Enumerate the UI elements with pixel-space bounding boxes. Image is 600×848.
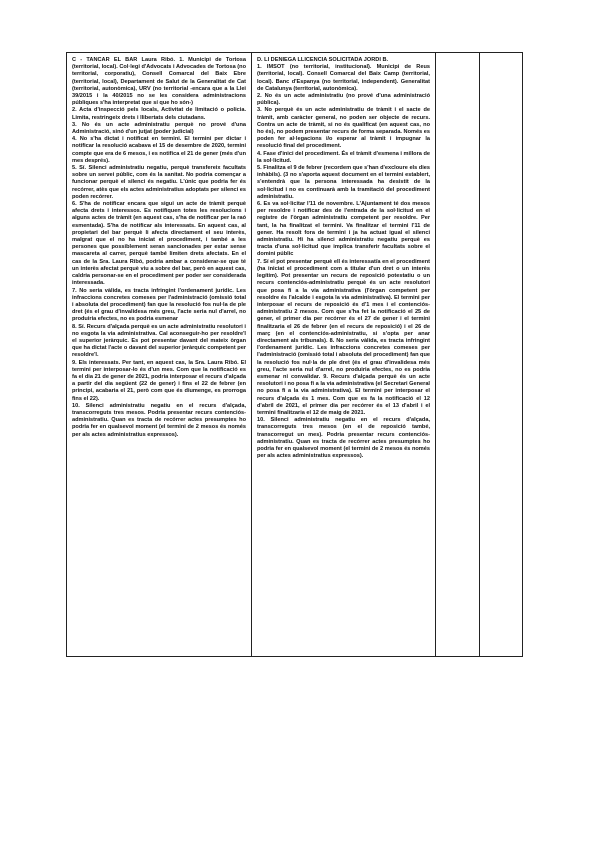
case-d-answer-4: 4. Fase d'inici del procediment. És el tràmit d'esmena i millora de la sol·licitud.	[257, 150, 430, 164]
case-d-heading: D. LI DENIEGA LLICENCIA SOLICITADA JORDI B.	[257, 57, 389, 63]
column-case-d	[252, 53, 436, 656]
case-c-answer-5: 5. Sí. Silenci administratiu negatiu, perquè transfereix facultats sobre un servei públic, com és la sanitat. No podria començar a funcionar perquè el silenci és negatiu. L'únic que podria fer és recórrer, atès que els actes administratius adoptats per silenci es poden recórrer.	[72, 165, 246, 200]
case-d-answer-7: 7. Sí el pot presentar perquè ell és interessat/a en el procediment (ha iniciat el procediment com a titular d'un dret o un interès legítim). Pot presentar un recurs de reposició potestatiu o un recurs contenciós-administratiu perquè és un acte resolutori que posa fi a la via administrativa (l'òrgan competent per resoldre és l'alcalde i esgota la via administrativa). El termini per interposar el recurs de reposició és d'1 mes i el contenciós-administratiu 2 mesos. Com que s'ha fet la notificació el 25 de gener, el primer dia per recórrer és el 27 de gener i el termini finalitzaria el 26 de febrer (en el recurs de reposició) i el 26 de març (en el contenciós-administratiu, si s'opta per anar directament als tribunals). 8. No seria vàlida, es tracta infringint l'ordenament jurídic. Les infraccions concretes comeses per l'administració (omissió total i absoluta del procediment) fan que la resolució fos nul·la de ple dret (és el grau d'invalidesa més greu, l'acte seria nul d'arrel, no produiria efectes, no es podria esmenar ni convalidar. 9. Recurs d'alçada perquè és un acte resolutori i no posa fi a la via administrativa (el Secretari General no posa fi a la via administrativa). El termini per interposar el recurs d'alçada és 1 mes. Com que es fa la notificació el 12 d'abril de 2021, el primer dia per recórrer és el 13 d'abril i el termini finalitzaria el 12 de maig de 2021.	[257, 258, 430, 416]
empty-column-3	[436, 53, 480, 656]
case-c-answer-2: 2. Acta d'inspecció pels locals, Activitat de limitació o policia. Limita, restringeix drets i llibertats dels ciutadans.	[72, 107, 246, 121]
case-c-answer-7: 7. No seria vàlida, es tracta infringint l'ordenament jurídic. Les infraccions concretes comeses per l'administració (omissió total i absoluta del procediment) fan que la resolució fos nul·la de ple dret (és el grau d'invalidesa més greu, l'acte seria nul d'arrel, no produiria efectes, no es podria esmenar	[72, 287, 246, 323]
case-c-answer-9: 9. Els interessats. Per tant, en aquest cas, la Sra. Laura Ribó. El termini per interposar-lo és d'un mes. Com que la notificació es fa el dia 21 de gener de 2021, podria interposar el recurs d'alçada a partir del dia següent (22 de gener) i fins el 22 de febrer (en principi, acabaria el 21, però com que és diumenge, es prorroga fins el 22).	[72, 359, 246, 402]
case-d-answer-1: 1. IMSOT (no territorial, institucional). Municipi de Reus (territorial, local). Consell Comarcal del Baix Camp (territorial, local). Banc d'Espanya (no territorial, independent). Generalitat de Catalunya (territorial, autonòmica).	[257, 64, 430, 92]
case-c-text	[72, 57, 246, 107]
case-c-answer-1: Laura Ribó. 1. Municipi de Tortosa (territorial, local). Col·legi d'Advocats i Advocades de Tortosa (no territorial, corporatiu), Consell Comarcal del Baix Ebre (territorial, local), Departament de Salut de la Generalitat de Cat (territorial, autonòmica), URV (no territorial -encara que a la Llei 39/2015 i la 40/2015 no se les considera administracions públiques s'ha interpretat que sí que ho són-)	[72, 57, 246, 107]
case-d-answer-5: 5. Finalitza el 9 de febrer (recordem que s'han d'excloure els dies inhàbils). (3 no s'aporta aquest document en el termini establert, s'entendrà que la persona interessada ha desistit de la sol·licitud i no es continuarà amb la tramitació del procediment administratiu.	[257, 165, 430, 200]
answers-table	[66, 52, 523, 657]
case-c-answer-10: 10. Silenci administratiu negatiu en el recurs d'alçada, transcorreguts tres mesos. Podria presentar recurs contenciós-administratiu. Quan es tracta de recórrer actes presumptes ho podria fer en qualsevol moment (el termini de 2 mesos és només per als actes administratius expressos).	[72, 402, 246, 438]
case-c-answer-6: 6. S'ha de notificar encara que sigui un acte de tràmit perquè afecta drets i interessos. Es notifiquen totes les resolucions i alguns actes de tràmit (en aquest cas, s'ha de notificar per la raó esmentada). S'ha de notificar als interessats. En aquest cas, al propietari del bar perquè li afecta directament el seu interès, malgrat que el no ha iniciat el procediment, i també a les persones que possiblement seran sancionades per estar sense mascareta al carrer, perquè també limiten drets afectats. En el cas de la Sra. Laura Ribó, podria ambar a considerar-se que té un interès afectat perquè viu a sobre del bar, però en aquest cas, caldria personar-se en el procediment per poder ser considerada interessada.	[72, 201, 246, 287]
case-c-heading: C - TANCAR EL BAR	[72, 57, 138, 63]
case-c-answer-4: 4. No s'ha dictat i notificat en termini. El termini per dictar i notificar la resolució acabava el 15 de desembre de 2020, termini compte que era de 6 mesos, i es notifica el 21 de gener (més d'un mes després).	[72, 136, 246, 164]
column-case-c	[67, 53, 252, 656]
case-d-answer-6: 6. Es va sol·licitar l'11 de novembre. L'Ajuntament té dos mesos per resoldre i notificar des de l'entrada de la sol·licitud en el registre de l'òrgan administratiu competent per resoldre. Per tant, la ha finalitzat el termini. Va finalitzar el termini l'11 de gener. Ha resolt fora de termini i ja ha actuat igual el silenci administratiu. Hi ha silenci administratiu negatiu perquè es tracta d'una sol·licitud que implica transferir facultats sobre el domini públic	[257, 201, 430, 258]
case-c-answer-8: 8. Sí. Recurs d'alçada perquè es un acte administratiu resolutori i no esgota la via administrativa. Cal aconseguir-ho per resoldre'l el superior jeràrquic. Es pot presentar davant del mateix òrgan que ha dictat l'acte o davant del superior jeràrquic competent per resoldre'l.	[72, 323, 246, 359]
case-c-answer-3: 3. No és un acte administratiu perquè no prové d'una Administració, sinó d'un jutjat (poder judicial)	[72, 121, 246, 136]
case-d-answer-3: 3. No perquè és un acte administratiu de tràmit i el sacte de tràmit, amb caràcter general, no poden ser objecte de recurs. Contra un acte de tràmit, si no és qualificat (en aquest cas, no ho és), no podem presentar recurs de forma separada. Només es poden fer al·legacions i/o esperar al tràmit i impugnar la resolució final del procediment.	[257, 107, 430, 150]
empty-column-4	[480, 53, 522, 656]
case-d-answer-10: 10. Silenci administratiu negatiu en el recurs d'alçada, transcorreguts tres mesos (en el de reposició també, transcorregut un mes). Podria presentar recurs contenciós-administratiu. Quan es tracta de recórrer actes presumptes ho podria fer en qualsevol moment (el termini de 2 mesos és només per als actes administratius expressos).	[257, 417, 430, 460]
case-d-answer-2: 2. No és un acte administratiu (no prové d'una administració pública).	[257, 93, 430, 107]
